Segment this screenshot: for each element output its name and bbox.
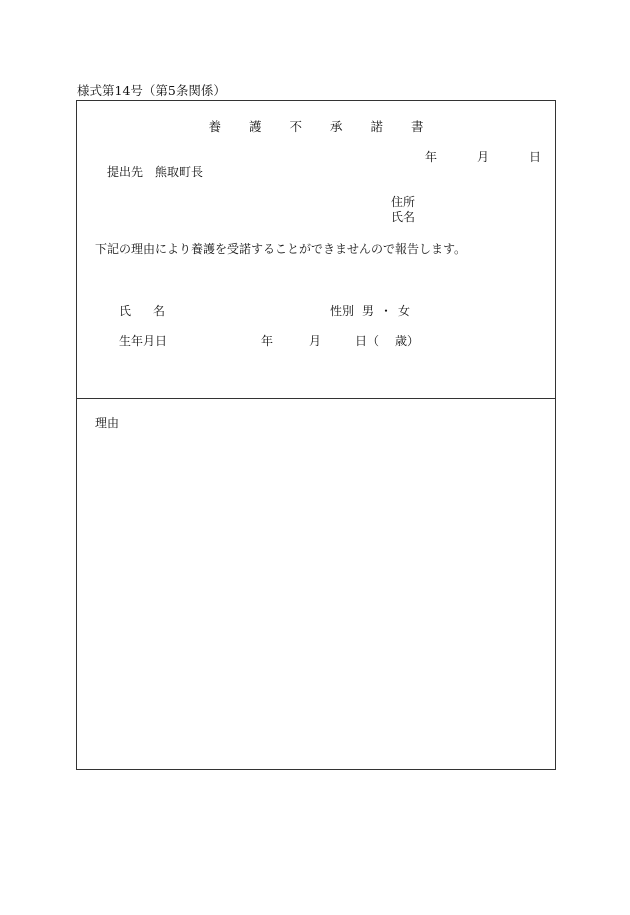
section-divider [77,398,555,399]
title-char: 書 [411,119,424,134]
title-char: 養 [208,119,221,134]
gender-female: 女 [398,304,411,318]
gender-label: 性別 [330,304,355,318]
birth-month-label: 月 [309,334,322,348]
recipient [107,166,203,178]
gender-field [330,305,410,317]
name-char: 名 [153,304,166,318]
document-title [77,121,555,134]
title-char: 承 [330,119,343,134]
recipient-label: 提出先 [107,165,144,179]
title-char: 不 [289,119,302,134]
date-year-label: 年 [424,150,437,164]
subject-name-label [119,305,165,317]
title-char: 諾 [370,119,384,134]
form-number: 様式第14号（第5条関係） [77,83,226,98]
title-char: 護 [248,119,262,134]
reason-label: 理由 [95,416,120,430]
date-day-label: 日 [528,150,541,164]
date-month-label: 月 [476,150,489,164]
birth-year-label: 年 [261,334,274,348]
form-frame [76,100,556,770]
birth-day-label: 日（ [355,334,380,348]
birthdate-label: 生年月日 [119,334,168,348]
address-label: 住所 [391,195,416,209]
birth-age-label: 歳） [395,334,420,348]
name-char: 氏 [119,304,132,318]
gender-separator: ・ [380,304,393,318]
gender-male: 男 [362,304,375,318]
recipient-name: 熊取町長 [155,165,204,179]
submission-date [405,151,541,163]
statement-text: 下記の理由により養護を受諾することができませんので報告します。 [95,242,467,256]
applicant-name-label: 氏名 [391,210,416,224]
